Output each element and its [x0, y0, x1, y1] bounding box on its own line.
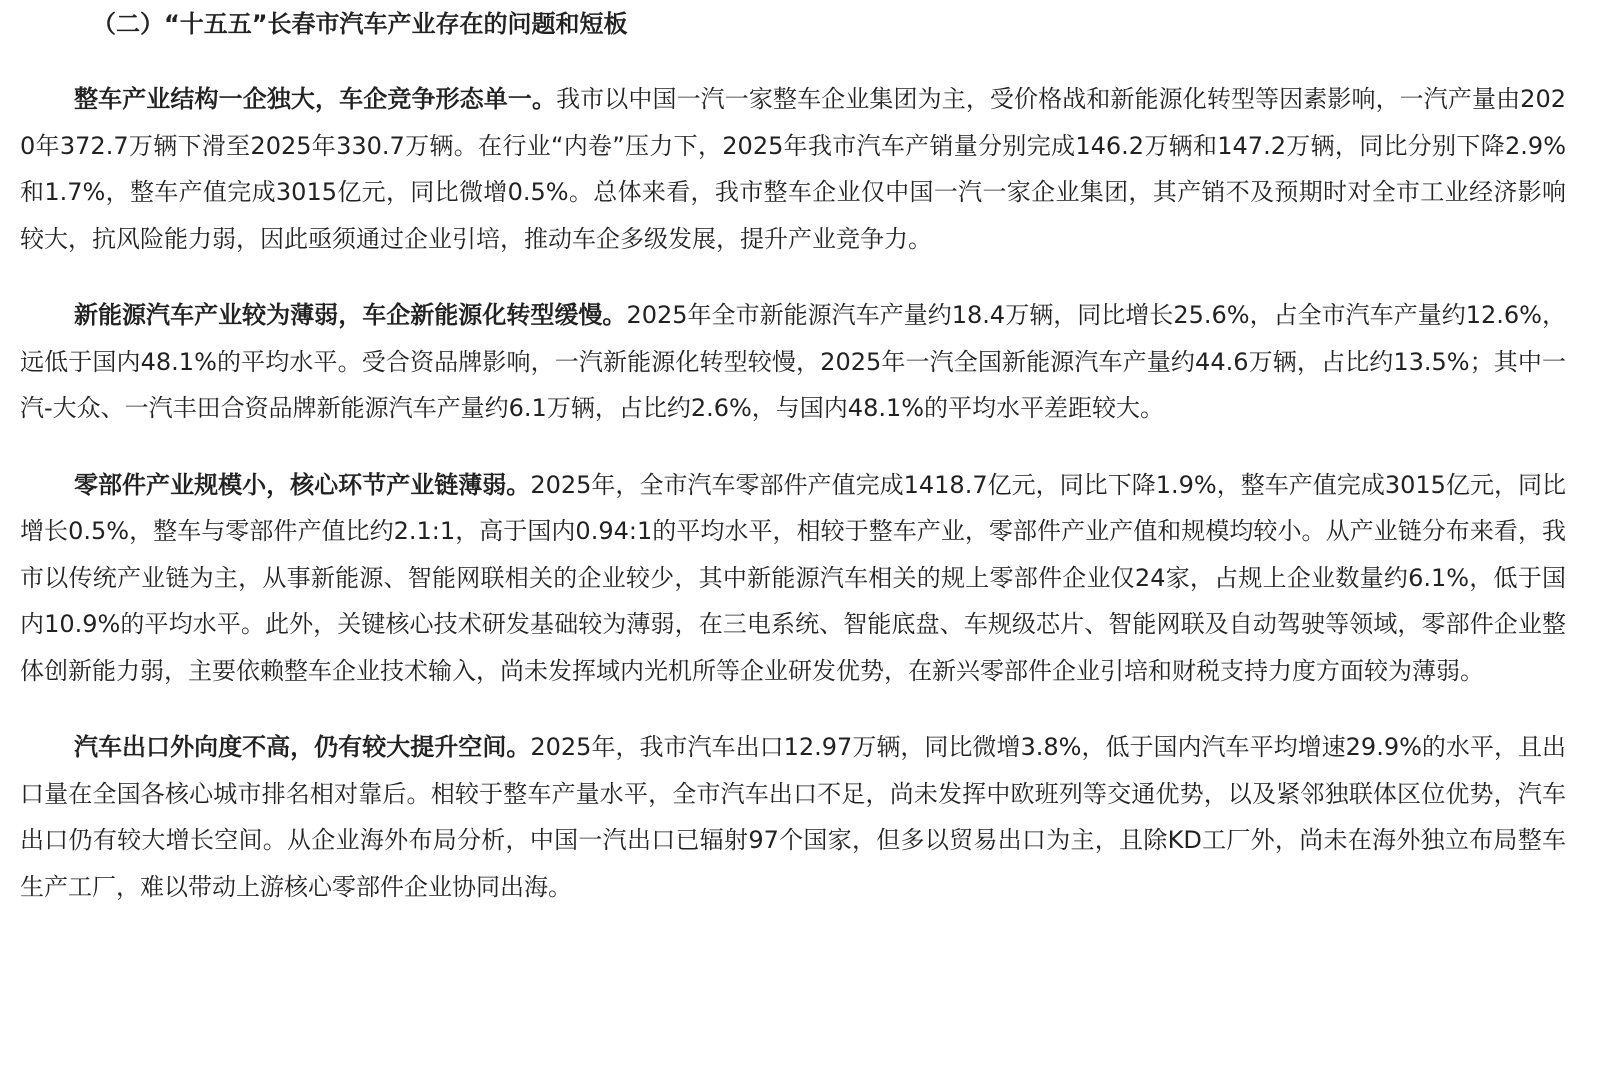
paragraph-vehicle-structure: [20, 76, 1566, 262]
paragraph-new-energy: [20, 292, 1566, 432]
paragraph-body: 我市以中国一汽一家整车企业集团为主，受价格战和新能源化转型等因素影响，一汽产量由2020年372.7万辆下滑至2025年330.7万辆。在行业“内卷”压力下，2025年我市汽车产销量分别完成146.2万辆和147.2万辆，同比分别下降2.9%和1.7%，整车产值完成3015亿元，同比微增0.5%。总体来看，我市整车企业仅中国一汽一家企业集团，其产销不及预期时对全市工业经济影响较大，抗风险能力弱，因此亟须通过企业引培，推动车企多级发展，提升产业竞争力。: [20, 85, 1566, 253]
paragraph-components: [20, 462, 1566, 695]
paragraph-export: [20, 724, 1566, 910]
paragraph-body: 2025年，我市汽车出口12.97万辆，同比微增3.8%，低于国内汽车平均增速29.9%的水平，且出口量在全国各核心城市排名相对靠后。相较于整车产量水平，全市汽车出口不足，尚未发挥中欧班列等交通优势，以及紧邻独联体区位优势，汽车出口仍有较大增长空间。从企业海外布局分析，中国一汽出口已辐射97个国家，但多以贸易出口为主，且除KD工厂外，尚未在海外独立布局整车生产工厂，难以带动上游核心零部件企业协同出海。: [20, 733, 1567, 901]
paragraph-body: 2025年全市新能源汽车产量约18.4万辆，同比增长25.6%，占全市汽车产量约12.6%，远低于国内48.1%的平均水平。受合资品牌影响，一汽新能源化转型较慢，2025年一汽全国新能源汽车产量约44.6万辆，占比约13.5%；其中一汽-大众、一汽丰田合资品牌新能源汽车产量约6.1万辆，占比约2.6%，与国内48.1%的平均水平差距较大。: [20, 301, 1567, 422]
paragraph-lead: 零部件产业规模小，核心环节产业链薄弱。: [74, 470, 531, 499]
paragraph-lead: 整车产业结构一企独大，车企竞争形态单一。: [74, 85, 557, 113]
paragraph-body: 2025年，全市汽车零部件产值完成1418.7亿元，同比下降1.9%，整车产值完成3015亿元，同比增长0.5%，整车与零部件产值比约2.1:1，高于国内0.94:1的平均水平，相较于整车产业，零部件产业产值和规模均较小。从产业链分布来看，我市以传统产业链为主，从事新能源、智能网联相关的企业较少，其中新能源汽车相关的规上零部件企业仅24家，占规上企业数量约6.1%，低于国内10.9%的平均水平。此外，关键核心技术研发基础较为薄弱，在三电系统、智能底盘、车规级芯片、智能网联及自动驾驶等领域，零部件企业整体创新能力弱，主要依赖整车企业技术输入，尚未发挥域内光机所等企业研发优势，在新兴零部件企业引培和财税支持力度方面较为薄弱。: [20, 470, 1566, 685]
section-heading: （二）“十五五”长春市汽车产业存在的问题和短板: [92, 10, 628, 38]
paragraph-lead: 汽车出口外向度不高，仍有较大提升空间。: [74, 733, 531, 761]
paragraph-lead: 新能源汽车产业较为薄弱，车企新能源化转型缓慢。: [74, 301, 627, 329]
